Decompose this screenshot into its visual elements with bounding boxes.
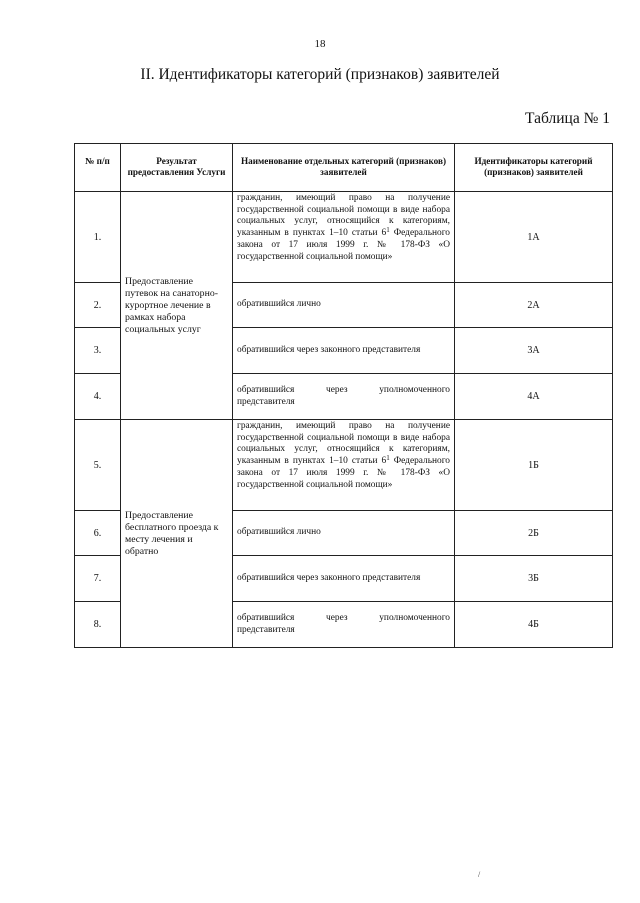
table-row bbox=[75, 420, 613, 511]
category-id: 4Б bbox=[455, 602, 613, 648]
result-cell: Предоставление путевок на санаторно-курортное лечение в рамках набора социальных услуг bbox=[121, 192, 233, 420]
category-id: 2А bbox=[455, 283, 613, 328]
row-number: 3. bbox=[75, 328, 121, 374]
category-name: обратившийся лично bbox=[233, 511, 455, 556]
category-id: 1А bbox=[455, 192, 613, 283]
header-id: Идентификаторы категорий (признаков) заявителей bbox=[455, 144, 613, 192]
category-id: 4А bbox=[455, 374, 613, 420]
row-number: 4. bbox=[75, 374, 121, 420]
footnote-superscript: 1 bbox=[386, 454, 390, 463]
row-number: 2. bbox=[75, 283, 121, 328]
category-name: обратившийся через уполномоченного представителя bbox=[233, 602, 455, 648]
category-name bbox=[233, 192, 455, 283]
footnote-superscript: 1 bbox=[386, 226, 390, 235]
stray-mark: / bbox=[478, 870, 481, 879]
table-row bbox=[75, 192, 613, 283]
category-text-continued: Федерального закона от 17 июля 1999 г. № 178-ФЗ «О государственной социальной помощи» bbox=[237, 456, 450, 490]
category-name: обратившийся через уполномоченного представителя bbox=[233, 374, 455, 420]
row-number: 6. bbox=[75, 511, 121, 556]
row-number: 8. bbox=[75, 602, 121, 648]
category-name: обратившийся через законного представителя bbox=[233, 328, 455, 374]
header-num: № п/п bbox=[75, 144, 121, 192]
table-header-row bbox=[75, 144, 613, 192]
section-title: II. Идентификаторы категорий (признаков) заявителей bbox=[140, 66, 500, 83]
page-number: 18 bbox=[314, 38, 326, 50]
category-id: 3Б bbox=[455, 556, 613, 602]
category-text: гражданин, имеющий право на получение государственной социальной помощи в виде набора социальных услуг, относящийся к категориям, указанным в пунктах 1–10 статьи 6 bbox=[237, 421, 450, 467]
category-name: обратившийся через законного представителя bbox=[233, 556, 455, 602]
header-name: Наименование отдельных категорий (признаков) заявителей bbox=[233, 144, 455, 192]
category-id: 2Б bbox=[455, 511, 613, 556]
header-result: Результат предоставления Услуги bbox=[121, 144, 233, 192]
result-cell: Предоставление бесплатного проезда к месту лечения и обратно bbox=[121, 420, 233, 648]
table-label: Таблица № 1 bbox=[525, 110, 610, 127]
category-name: обратившийся лично bbox=[233, 283, 455, 328]
category-id: 1Б bbox=[455, 420, 613, 511]
identifiers-table bbox=[74, 143, 613, 648]
row-number: 5. bbox=[75, 420, 121, 511]
category-text: гражданин, имеющий право на получение государственной социальной помощи в виде набора социальных услуг, относящийся к категориям, указанным в пунктах 1–10 статьи 6 bbox=[237, 193, 450, 239]
category-name bbox=[233, 420, 455, 511]
category-id: 3А bbox=[455, 328, 613, 374]
row-number: 1. bbox=[75, 192, 121, 283]
row-number: 7. bbox=[75, 556, 121, 602]
category-text-continued: Федерального закона от 17 июля 1999 г. № 178-ФЗ «О государственной социальной помощи» bbox=[237, 228, 450, 262]
